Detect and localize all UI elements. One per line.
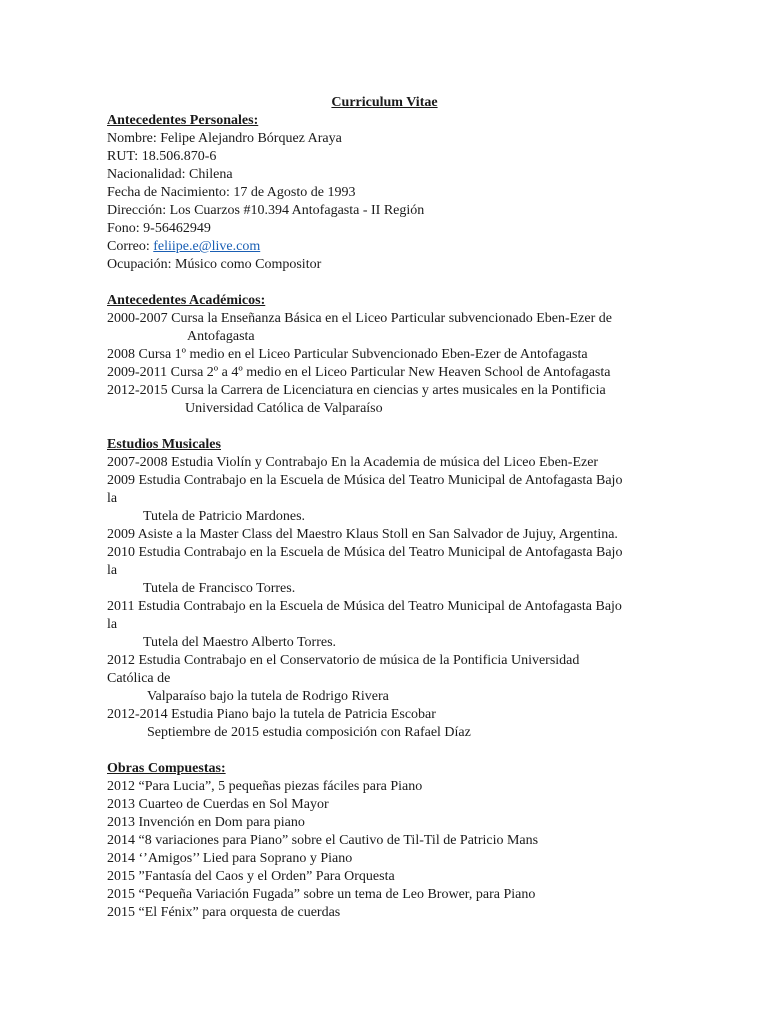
music-entry-wrap: la [107,491,118,506]
music-entry-wrap: la [107,563,118,578]
section-heading-academic: Antecedentes Académicos: [107,293,266,308]
work-item: 2013 Invención en Dom para piano [107,815,305,830]
work-item: 2015 “Pequeña Variación Fugada” sobre un tema de Leo Brower, para Piano [107,887,536,902]
music-entry: 2012 Estudia Contrabajo en el Conservatorio de música de la Pontificia Universidad [107,653,580,668]
personal-nacionalidad: Nacionalidad: Chilena [107,167,233,182]
music-entry: 2007-2008 Estudia Violín y Contrabajo En la Academia de música del Liceo Eben-Ezer [107,455,599,470]
personal-direccion: Dirección: Los Cuarzos #10.394 Antofagasta - II Región [107,203,425,218]
personal-ocupacion: Ocupación: Músico como Compositor [107,257,322,272]
work-item: 2015 “El Fénix” para orquesta de cuerdas [107,905,341,920]
music-entry-cont: Tutela del Maestro Alberto Torres. [143,635,337,650]
music-entry: 2009 Estudia Contrabajo en la Escuela de Música del Teatro Municipal de Antofagasta Bajo [107,473,623,488]
spacer [107,742,667,760]
music-entry: 2009 Asiste a la Master Class del Maestro Klaus Stoll en San Salvador de Jujuy, Argentina. [107,527,618,542]
music-entry: Septiembre de 2015 estudia composición con Rafael Díaz [147,725,471,740]
academic-entry-cont: Universidad Católica de Valparaíso [185,401,383,416]
personal-nombre: Nombre: Felipe Alejandro Bórquez Araya [107,131,342,146]
cv-content [107,94,667,922]
work-item: 2012 “Para Lucia”, 5 pequeñas piezas fáciles para Piano [107,779,423,794]
section-heading-personal: Antecedentes Personales: [107,113,259,128]
personal-fono: Fono: 9-56462949 [107,221,211,236]
correo-label: Correo: [107,239,154,254]
work-item: 2014 “8 variaciones para Piano” sobre el Cautivo de Til-Til de Patricio Mans [107,833,539,848]
music-entry-wrap: la [107,617,118,632]
music-entry-cont: Tutela de Patricio Mardones. [143,509,306,524]
email-link[interactable]: feliipe.e@live.com [153,239,261,254]
personal-correo [107,238,667,256]
music-entry: 2011 Estudia Contrabajo en la Escuela de Música del Teatro Municipal de Antofagasta Bajo [107,599,622,614]
section-heading-works: Obras Compuestas: [107,761,226,776]
section-heading-music: Estudios Musicales [107,437,221,452]
work-item: 2014 ‘’Amigos’’ Lied para Soprano y Piano [107,851,353,866]
document-title: Curriculum Vitae [331,95,438,110]
music-entry-cont: Tutela de Francisco Torres. [143,581,296,596]
music-entry-wrap: Católica de [107,671,171,686]
academic-entry: 2008 Cursa 1º medio en el Liceo Particular Subvencionado Eben-Ezer de Antofagasta [107,347,588,362]
spacer [107,418,667,436]
spacer [107,274,667,292]
academic-entry: 2000-2007 Cursa la Enseñanza Básica en el Liceo Particular subvencionado Eben-Ezer de [107,311,612,326]
work-item: 2013 Cuarteo de Cuerdas en Sol Mayor [107,797,329,812]
music-entry-cont: Valparaíso bajo la tutela de Rodrigo Rivera [147,689,389,704]
personal-rut: RUT: 18.506.870-6 [107,149,217,164]
music-entry: 2010 Estudia Contrabajo en la Escuela de Música del Teatro Municipal de Antofagasta Bajo [107,545,623,560]
academic-entry-cont: Antofagasta [187,329,255,344]
music-entry: 2012-2014 Estudia Piano bajo la tutela de Patricia Escobar [107,707,436,722]
work-item: 2015 ”Fantasía del Caos y el Orden” Para Orquesta [107,869,395,884]
academic-entry: 2009-2011 Cursa 2º a 4º medio en el Liceo Particular New Heaven School de Antofagasta [107,365,611,380]
personal-nacimiento: Fecha de Nacimiento: 17 de Agosto de 1993 [107,185,356,200]
academic-entry: 2012-2015 Cursa la Carrera de Licenciatura en ciencias y artes musicales en la Pontificia [107,383,606,398]
